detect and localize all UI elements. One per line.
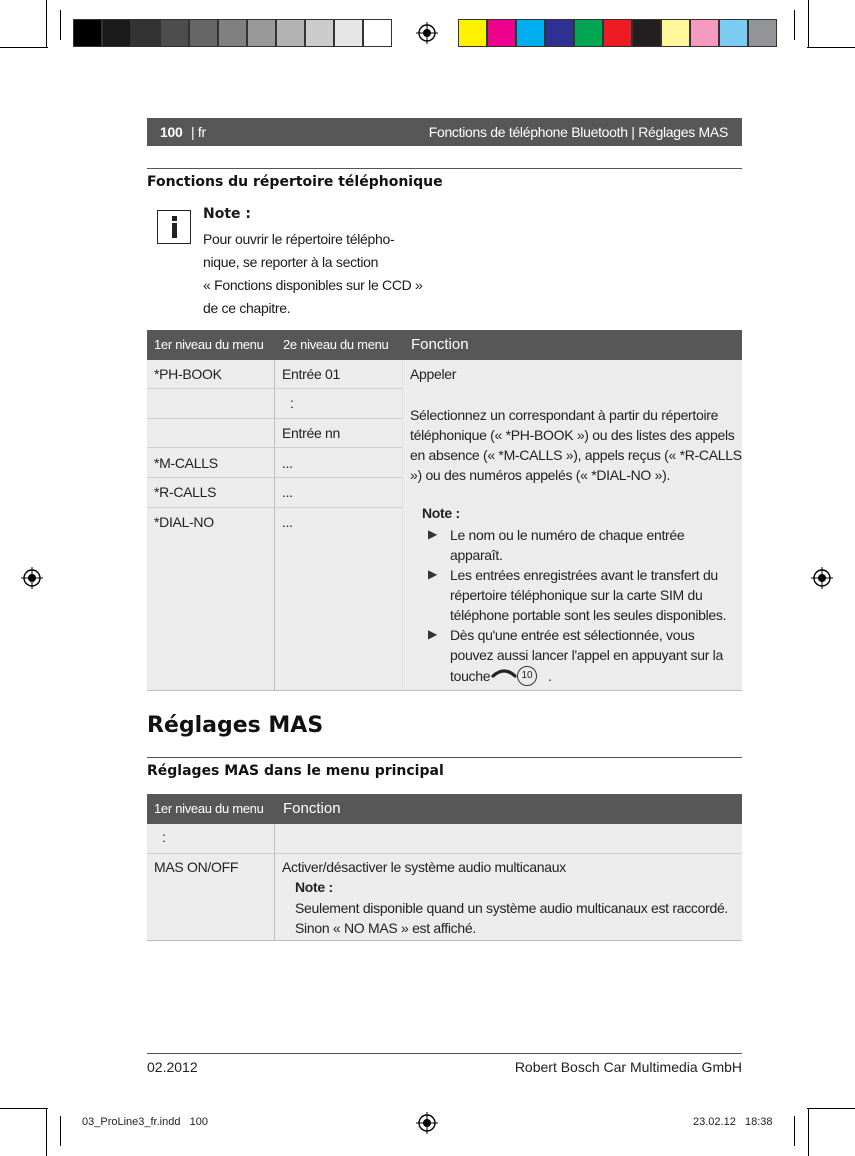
table-row-level2: ...	[282, 455, 293, 471]
bullet-line: Les entrées enregistrées avant le transfert du	[450, 567, 718, 583]
bullet-line: pouvez aussi lancer l'appel en appuyant sur la	[450, 647, 723, 663]
table-row-level1: :	[162, 829, 166, 845]
bullet-line: apparaît.	[450, 547, 503, 563]
column-header-function: Fonction	[411, 336, 469, 353]
slug-file: 03_ProLine3_fr.indd 100	[82, 1116, 208, 1128]
page-number: 100	[160, 124, 183, 140]
divider	[147, 757, 742, 758]
bullet-line: Le nom ou le numéro de chaque entrée	[450, 527, 685, 543]
table-row-level2: Entrée 01	[282, 366, 341, 382]
column-header-level2: 2e niveau du menu	[283, 337, 389, 352]
color-swatch	[458, 19, 487, 47]
table-bottom-rule	[147, 690, 742, 691]
note-title: Note :	[203, 206, 251, 222]
color-swatch	[305, 19, 334, 47]
color-swatch	[661, 19, 690, 47]
divider	[147, 168, 742, 169]
color-swatch	[574, 19, 603, 47]
function-note-title: Note :	[422, 505, 460, 521]
color-swatch	[131, 19, 160, 47]
section-title: Fonctions de téléphone Bluetooth | Réglages MAS	[428, 124, 728, 140]
color-swatch	[334, 19, 363, 47]
registration-mark-icon	[811, 567, 833, 589]
color-swatch	[276, 19, 305, 47]
table-row-level2: Entrée nn	[282, 425, 341, 441]
row-divider	[147, 447, 402, 448]
registration-mark-icon	[416, 22, 438, 44]
color-swatch	[545, 19, 574, 47]
bullet-arrow-icon: ▶	[428, 567, 438, 581]
slug-date: 23.02.12 18:38	[693, 1116, 773, 1128]
bullet-line: téléphone portable sont les seules disponibles.	[450, 607, 727, 623]
row-divider	[147, 388, 402, 389]
bullet-line: répertoire téléphonique sur la carte SIM du	[450, 587, 703, 603]
row-divider	[147, 507, 402, 508]
description-line: téléphonique (« *PH-BOOK ») ou des listes des appels	[410, 427, 735, 443]
description-line: Sélectionnez un correspondant à partir du répertoire	[410, 407, 719, 423]
column-header-level1: 1er niveau du menu	[154, 337, 264, 352]
note-line: nique, se reporter à la section	[203, 254, 379, 270]
mas-note-title: Note :	[295, 879, 333, 895]
table-row-level2: ...	[282, 484, 293, 500]
touche-label: touche	[450, 668, 491, 684]
footer-divider	[147, 1053, 742, 1054]
function-description	[410, 405, 742, 485]
registration-mark-icon	[21, 567, 43, 589]
page-header	[147, 118, 742, 146]
note-line: Seulement disponible quand un système audio multicanaux est raccordé.	[295, 900, 729, 916]
table-row-level1: *R-CALLS	[154, 484, 217, 500]
color-swatch	[160, 19, 189, 47]
row-divider	[147, 853, 742, 854]
mas-note-text	[295, 898, 728, 938]
footer-company: Robert Bosch Car Multimedia GmbH	[514, 1059, 742, 1075]
function-bullet	[450, 565, 726, 625]
note-line: de ce chapitre.	[203, 300, 291, 316]
phonebook-heading: Fonctions du répertoire téléphonique	[147, 174, 443, 190]
table-row-level1: *DIAL-NO	[154, 514, 214, 530]
function-bullet	[450, 625, 723, 665]
color-swatch	[719, 19, 748, 47]
table-row-level1: MAS ON/OFF	[154, 859, 239, 875]
column-divider	[274, 360, 275, 690]
color-swatch	[516, 19, 545, 47]
table-header-function	[402, 330, 742, 360]
registration-mark-icon	[416, 1112, 438, 1134]
color-swatch	[632, 19, 661, 47]
row-divider	[147, 477, 402, 478]
color-swatch	[487, 19, 516, 47]
color-swatch	[102, 19, 131, 47]
description-line: en absence (« *M-CALLS »), appels reçus (« *R-CALLS	[410, 447, 742, 463]
footer-date: 02.2012	[147, 1059, 198, 1075]
color-swatch	[603, 19, 632, 47]
language-label: | fr	[191, 124, 206, 140]
phone-icon	[491, 666, 517, 685]
color-swatch	[748, 19, 777, 47]
column-divider	[402, 360, 403, 690]
table-row-level2: :	[290, 395, 294, 411]
bullet-arrow-icon: ▶	[428, 627, 438, 641]
function-title: Appeler	[410, 366, 457, 382]
bullet-arrow-icon: ▶	[428, 527, 438, 541]
sentence-end: .	[548, 668, 552, 684]
color-swatch	[363, 19, 392, 47]
color-swatch	[218, 19, 247, 47]
column-divider	[274, 824, 275, 940]
table-header-function	[274, 794, 742, 824]
color-swatch	[690, 19, 719, 47]
color-swatch	[189, 19, 218, 47]
table-row-level2: ...	[282, 514, 293, 530]
table-header-levels	[147, 330, 402, 360]
note-line: Sinon « NO MAS » est affiché.	[295, 920, 476, 936]
column-header-level1: 1er niveau du menu	[154, 801, 264, 816]
note-line: « Fonctions disponibles sur le CCD »	[203, 277, 423, 293]
table-header-levels	[147, 794, 274, 824]
column-header-function: Fonction	[283, 800, 341, 817]
mas-subheading: Réglages MAS dans le menu principal	[147, 763, 444, 779]
table-row-level1: *M-CALLS	[154, 455, 218, 471]
table-bottom-rule	[147, 940, 742, 941]
note-text	[203, 228, 423, 320]
bullet-line: Dès qu'une entrée est sélectionnée, vous	[450, 627, 695, 643]
table-row-level1: *PH-BOOK	[154, 366, 222, 382]
note-line: Pour ouvrir le répertoire télépho-	[203, 231, 395, 247]
color-swatch	[73, 19, 102, 47]
mas-heading: Réglages MAS	[147, 713, 324, 738]
function-bullet	[450, 525, 684, 565]
row-divider	[147, 418, 402, 419]
key-number-badge: 10	[517, 666, 537, 686]
info-icon	[157, 210, 191, 244]
color-swatch	[247, 19, 276, 47]
table-row-function: Activer/désactiver le système audio multicanaux	[282, 859, 566, 875]
description-line: ») ou des numéros appelés (« *DIAL-NO »).	[410, 467, 671, 483]
